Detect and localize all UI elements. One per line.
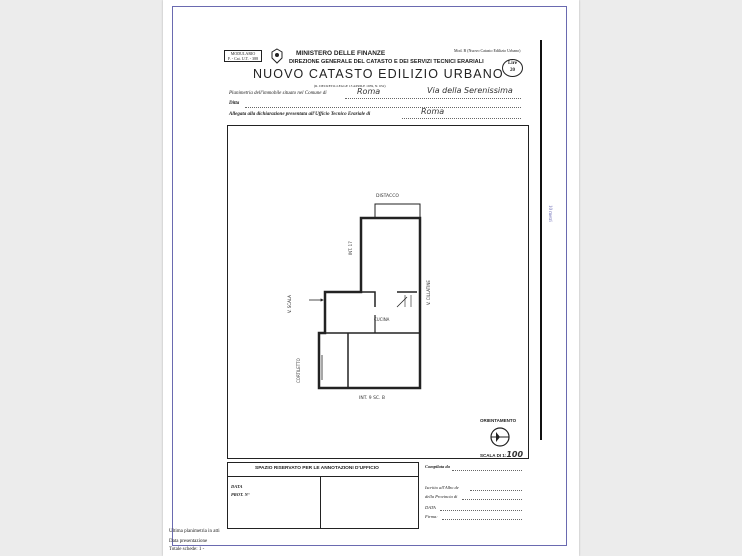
data-line (440, 510, 522, 511)
side-note: 10 metri (547, 205, 552, 222)
office-col-divider (320, 476, 321, 528)
allegata-line (402, 118, 521, 119)
model-note: Mod. B (Nuovo Catasto Edilizio Urbano) (454, 48, 521, 53)
document-title: NUOVO CATASTO EDILIZIO URBANO (253, 67, 504, 81)
modulario-code: F. - Cat. U.T. - 388 (227, 56, 259, 61)
orientation-label: ORIENTAMENTO (480, 418, 517, 423)
decree-note: (R. DECRETO-LEGGE 13 APRILE 1939, N. 652) (314, 84, 386, 88)
via-value: Via della Serenissima (427, 86, 513, 95)
right-border-bar (540, 40, 542, 440)
provincia-label: della Provincia di (425, 494, 458, 499)
crop-line-top (172, 6, 566, 7)
stamp-lire-value: 20 (510, 68, 515, 73)
plan-label-center: CUCINA (374, 317, 390, 322)
floor-plan-walls (319, 204, 420, 388)
direction-name: DIREZIONE GENERALE DEL CATASTO E DEI SERVIZI TECNICI ERARIALI (289, 59, 484, 65)
footer-line-1: Ultima planimetria in atti (169, 529, 220, 534)
planimetria-label: Planimetria dell'immobile situato nel Comune di (229, 91, 327, 96)
crop-line-bottom (172, 545, 566, 546)
comune-value: Roma (357, 87, 381, 96)
ministry-name: MINISTERO DELLE FINANZE (296, 50, 386, 57)
office-table (227, 462, 419, 529)
stamp-lire (502, 59, 523, 77)
provincia-line (462, 499, 522, 500)
scale-label (480, 450, 523, 459)
compilata-label: Compilata da (425, 464, 450, 469)
office-prot-label: PROT. N° (231, 492, 250, 497)
modulario-title: MODULARIO (230, 51, 256, 56)
scale-prefix: SCALA DI 1: (480, 453, 507, 458)
ditta-line (245, 107, 521, 108)
crop-line-right (566, 6, 567, 546)
plan-label-right-top: INT. 17 (348, 241, 353, 255)
ditta-label: Ditta (229, 101, 240, 106)
stamp-lire-label: Lire (507, 61, 518, 66)
plan-label-left: V. SCALA (287, 295, 292, 313)
compilata-line (452, 470, 522, 471)
firma-line (442, 519, 522, 520)
ufficio-value: Roma (421, 107, 445, 116)
scale-value: 100 (506, 450, 524, 459)
modulario-box (224, 50, 262, 62)
compass-icon (487, 426, 513, 453)
footer-line-3: Totale schede: 1 - (169, 547, 205, 552)
allegata-label: Allegata alla dichiarazione presentata all'Ufficio Tecnico Erariale di (229, 112, 371, 117)
emblem-icon (270, 48, 284, 64)
office-title-divider (227, 476, 418, 477)
floor-plan (227, 125, 527, 457)
office-title: SPAZIO RISERVATO PER LE ANNOTAZIONI D'UFFICIO (255, 466, 379, 471)
office-data-label: DATA (231, 484, 243, 489)
office-data-small: DATA (425, 505, 436, 510)
crop-line-left (172, 6, 173, 546)
comune-line (345, 98, 521, 99)
plan-label-right: V. CILLATINE (426, 280, 431, 305)
firma-label: Firma: (425, 514, 438, 519)
iscritto-line (470, 490, 522, 491)
plan-label-lower-left: CORTILETTO (296, 358, 301, 383)
plan-label-top: DISTACCO (376, 194, 399, 199)
plan-label-bottom: INT. 9 SC. B (359, 396, 386, 401)
footer-line-2: Data presentazione (169, 539, 208, 544)
iscritto-label: Iscritto all'Albo de (425, 485, 459, 490)
